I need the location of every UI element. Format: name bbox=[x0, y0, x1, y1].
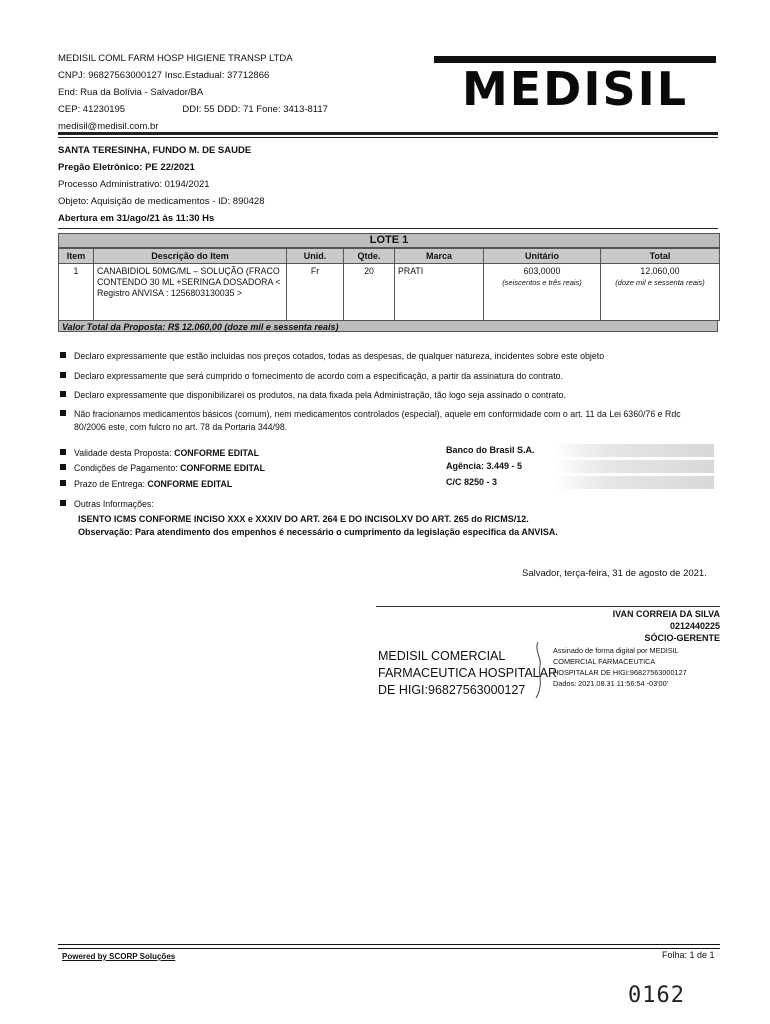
customer-divider bbox=[58, 228, 718, 229]
company-cep-phones bbox=[58, 101, 328, 118]
validade-label: Validade desta Proposta: bbox=[74, 448, 175, 458]
col-total: Total bbox=[601, 249, 720, 264]
signer-name: IVAN CORREIA DA SILVA bbox=[612, 609, 720, 619]
medisil-logo bbox=[434, 56, 716, 118]
bullet-icon bbox=[60, 500, 66, 506]
cell-descricao: CANABIDIOL 50MG/ML – SOLUÇÃO (FRACO CONTENDO 30 ML +SERINGA DOSADORA < Registro ANVISA : 1256803130035 > bbox=[94, 264, 287, 321]
cell-qtde: 20 bbox=[344, 264, 395, 321]
date-line: Salvador, terça-feira, 31 de agosto de 2021. bbox=[522, 568, 707, 579]
total-value: 12.060,00 bbox=[640, 266, 680, 276]
digsig-name-line: MEDISIL COMERCIAL bbox=[378, 649, 506, 663]
customer-info bbox=[58, 142, 264, 227]
cell-total bbox=[601, 264, 720, 321]
bullet-icon bbox=[60, 391, 66, 397]
company-name: MEDISIL COML FARM HOSP HIGIENE TRANSP LTDA bbox=[58, 53, 293, 64]
declaration-text: Declaro expressamente que estão incluidas nos preços cotados, todas as despesas, de qualquer natureza, incidentes sobre este objeto bbox=[74, 351, 605, 361]
col-qtde: Qtde. bbox=[344, 249, 395, 264]
pagamento-label: Condições de Pagamento: bbox=[74, 463, 181, 473]
isento-note: ISENTO ICMS CONFORME INCISO XXX e XXXIV DO ART. 264 E DO INCISOLXV DO ART. 265 do RICMS/12. bbox=[78, 514, 529, 524]
entrega-label: Prazo de Entrega: bbox=[74, 479, 148, 489]
observacao-note: Observação: Para atendimento dos empenhos é necessário o cumprimento da legislação especifica da ANVISA. bbox=[78, 527, 558, 537]
validade-value: CONFORME EDITAL bbox=[174, 448, 259, 458]
bullet-icon bbox=[60, 352, 66, 358]
header-divider-thin bbox=[58, 137, 718, 138]
bank-name: Banco do Brasil S.A. bbox=[446, 444, 714, 457]
company-cnpj: CNPJ: 96827563000127 Insc.Estadual: 37712866 bbox=[58, 70, 270, 81]
digsig-info-line: Assinado de forma digital por MEDISIL bbox=[553, 646, 679, 655]
pagamento-line bbox=[60, 462, 265, 475]
declaration-item bbox=[60, 389, 720, 402]
abertura: Abertura em 31/ago/21 às 11:30 Hs bbox=[58, 213, 215, 224]
declaration-text: Não fracionamos medicamentos básicos (comum), nem medicamentos controlados (especial), aquele em conformidade com o art. 11 da Lei 6360/76 e Rdc 80/2006 este, com fulcro no art. 78 da Portaria 344/98. bbox=[74, 409, 681, 432]
cell-unitario bbox=[484, 264, 601, 321]
digsig-info-line: COMERCIAL FARMACEUTICA bbox=[553, 657, 656, 666]
outras-label: Outras Informações: bbox=[74, 499, 154, 509]
declaration-item bbox=[60, 350, 720, 363]
signature-line bbox=[376, 606, 720, 607]
declaration-item bbox=[60, 370, 720, 383]
signer-doc: 0212440225 bbox=[669, 621, 720, 631]
unitario-value: 603,0000 bbox=[523, 266, 561, 276]
col-descricao: Descrição do Item bbox=[94, 249, 287, 264]
declaration-text: Declaro expressamente que será cumprido o fornecimento de acordo com a especificação, a partir da assinatura do contrato. bbox=[74, 371, 563, 381]
header-divider bbox=[58, 132, 718, 135]
col-unid: Unid. bbox=[287, 249, 344, 264]
bank-conta: C/C 8250 - 3 bbox=[446, 476, 714, 489]
digital-signature-info bbox=[553, 645, 687, 689]
customer-name: SANTA TERESINHA, FUNDO M. DE SAUDE bbox=[58, 145, 252, 156]
footer-divider bbox=[58, 944, 720, 949]
declaration-text: Declaro expressamente que disponibilizarei os produtos, na data fixada pela Administração, tão logo seja assinado o contrato. bbox=[74, 390, 566, 400]
outras-line bbox=[60, 498, 154, 511]
digsig-name-line: FARMACEUTICA HOSPITALAR bbox=[378, 666, 557, 680]
processo: Processo Administrativo: 0194/2021 bbox=[58, 179, 210, 190]
valor-total-bar: Valor Total da Proposta: R$ 12.060,00 (doze mil e sessenta reais) bbox=[58, 320, 718, 332]
total-extenso: (doze mil e sessenta reais) bbox=[615, 278, 705, 287]
col-marca: Marca bbox=[395, 249, 484, 264]
pregao: Pregão Eletrônico: PE 22/2021 bbox=[58, 162, 195, 173]
digital-signature-name bbox=[378, 648, 557, 699]
entrega-value: CONFORME EDITAL bbox=[147, 479, 233, 489]
cell-item: 1 bbox=[59, 264, 94, 321]
validade-line bbox=[60, 447, 259, 460]
lote-header: LOTE 1 bbox=[58, 233, 720, 248]
entrega-line bbox=[60, 478, 232, 491]
signer-role: SÓCIO-GERENTE bbox=[644, 633, 720, 643]
page-stamp: 0162 bbox=[628, 983, 685, 1008]
logo-text: MEDISIL bbox=[461, 62, 689, 116]
digsig-name-line: DE HIGI:96827563000127 bbox=[378, 683, 526, 697]
company-address: End: Rua da Bolívia - Salvador/BA bbox=[58, 87, 204, 98]
cell-marca: PRATI bbox=[395, 264, 484, 321]
unitario-extenso: (seiscentos e três reais) bbox=[502, 278, 582, 287]
col-item: Item bbox=[59, 249, 94, 264]
objeto: Objeto: Aquisição de medicamentos - ID: 890428 bbox=[58, 196, 265, 207]
company-phones: DDI: 55 DDD: 71 Fone: 3413-8117 bbox=[182, 104, 328, 115]
bullet-icon bbox=[60, 464, 66, 470]
digsig-info-line: Dados: 2021.08.31 11:56:54 -03'00' bbox=[553, 679, 669, 688]
company-cep: CEP: 41230195 bbox=[58, 104, 126, 115]
powered-by: Powered by SCORP Soluções bbox=[62, 952, 176, 961]
cell-unid: Fr bbox=[287, 264, 344, 321]
items-table bbox=[58, 248, 720, 321]
company-info bbox=[58, 50, 328, 135]
pagamento-value: CONFORME EDITAL bbox=[180, 463, 265, 473]
table-header-row bbox=[59, 249, 720, 264]
table-row bbox=[59, 264, 720, 321]
bullet-icon bbox=[60, 410, 66, 416]
digsig-info-line: HOSPITALAR DE HIGI:96827563000127 bbox=[553, 668, 687, 677]
declaration-item bbox=[60, 408, 720, 434]
page-count: Folha: 1 de 1 bbox=[662, 950, 715, 960]
signature-stroke-icon bbox=[532, 640, 548, 700]
bank-agencia: Agência: 3.449 - 5 bbox=[446, 460, 714, 473]
company-email: medisil@medisil.com.br bbox=[58, 121, 159, 132]
bullet-icon bbox=[60, 372, 66, 378]
bullet-icon bbox=[60, 480, 66, 486]
signer-block bbox=[520, 608, 720, 644]
bullet-icon bbox=[60, 449, 66, 455]
col-unitario: Unitário bbox=[484, 249, 601, 264]
